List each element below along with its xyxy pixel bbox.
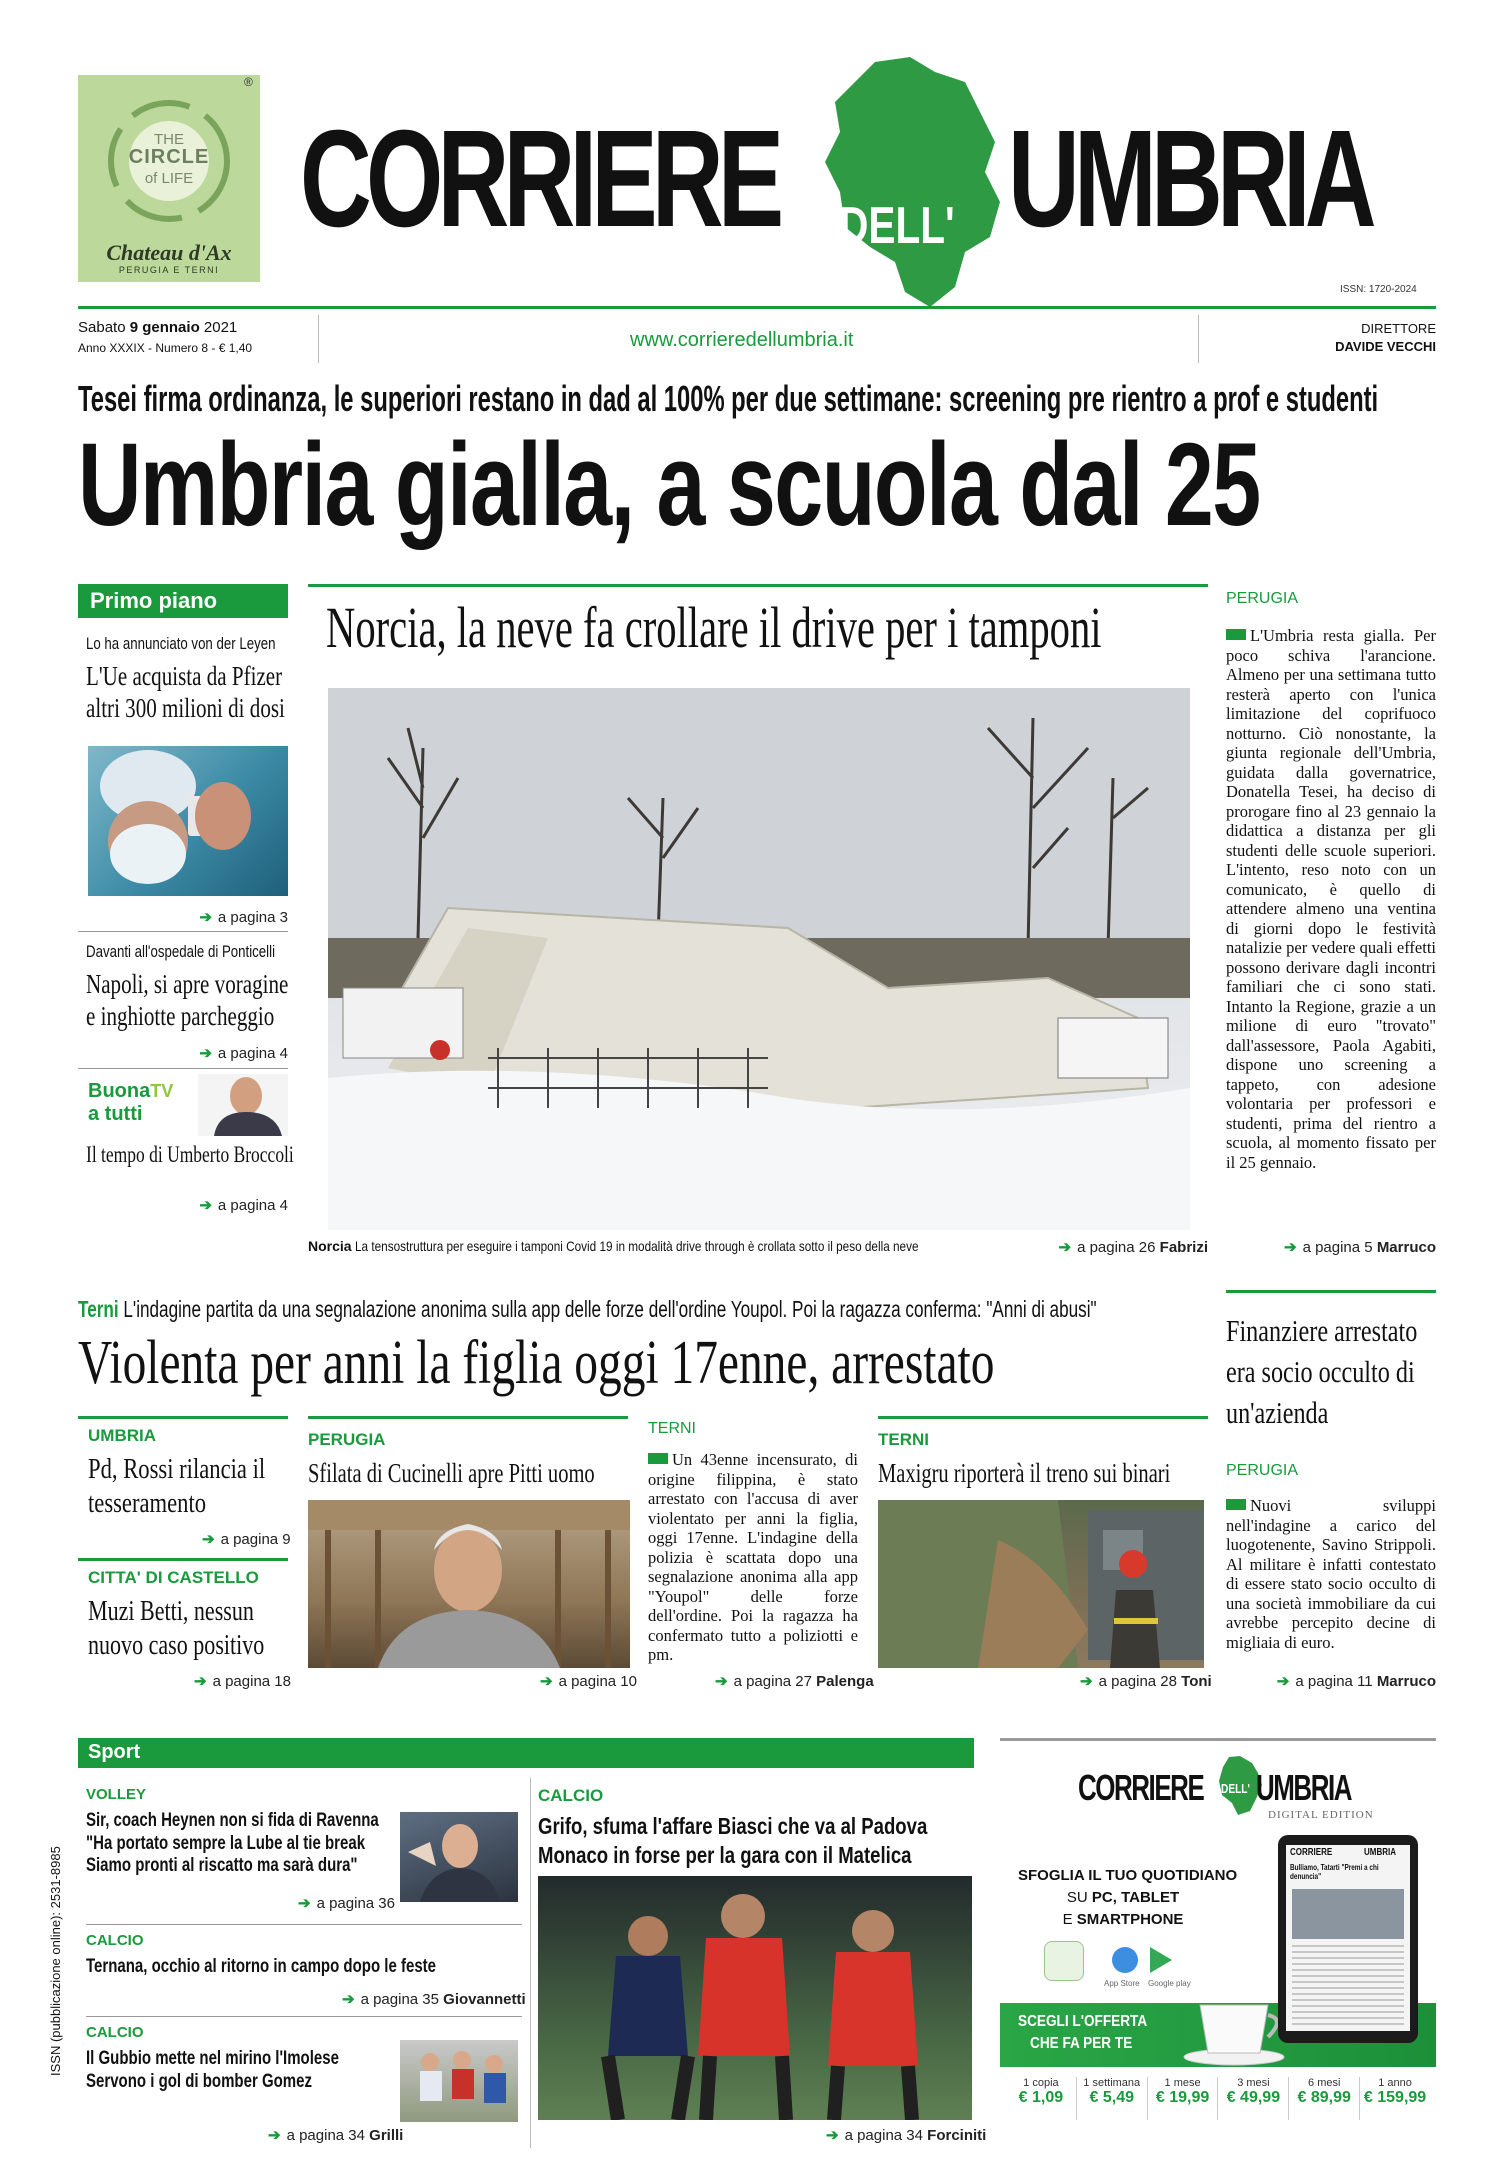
grifo-link-text: a pagina 34 — [844, 2127, 923, 2144]
finanziere-label: PERUGIA — [1226, 1462, 1299, 1479]
tablet-image — [1292, 1889, 1404, 1939]
buona-tv-logo — [88, 1080, 178, 1128]
norcia-caption — [308, 1238, 1188, 1254]
price-cell[interactable] — [1289, 2077, 1360, 2120]
arrow-right-icon: ➔ — [194, 1673, 207, 1690]
maxigru-link-text: a pagina 28 — [1098, 1673, 1177, 1690]
sport-issn-vertical: ISSN (pubblicazione online): 2531-8985 — [48, 1846, 63, 2076]
castello-box-link-text: a pagina 18 — [212, 1673, 291, 1690]
umbria-box-label: UMBRIA — [88, 1426, 156, 1445]
date-bold: 9 gennaio — [129, 319, 200, 336]
finanziere-link-text: a pagina 11 — [1295, 1673, 1373, 1690]
broccoli-portrait-icon — [198, 1074, 288, 1136]
buona-tv-tv: TV — [150, 1081, 174, 1101]
cucinelli-label: PERUGIA — [308, 1430, 386, 1449]
pp2-link[interactable] — [199, 1044, 288, 1062]
coach-heynen-icon — [400, 1812, 518, 1902]
price-value: € 49,99 — [1226, 2089, 1281, 2106]
norcia-link-author: Fabrizi — [1159, 1239, 1208, 1256]
lead-headline[interactable]: Umbria gialla, a scuola dal 25 — [78, 419, 1260, 551]
ternana-title[interactable]: Ternana, occhio al ritorno in campo dopo le feste — [86, 1956, 437, 1977]
primo-piano-label: Primo piano — [78, 584, 288, 618]
pp-sep-2 — [78, 1068, 288, 1069]
price-period: 6 mesi — [1308, 2077, 1341, 2089]
pp1-link-text: a pagina 3 — [217, 909, 288, 926]
pp3-link-text: a pagina 4 — [217, 1197, 288, 1214]
ad-line3: of LIFE — [144, 170, 194, 187]
train-firefighter-icon — [878, 1500, 1204, 1668]
pp3-title[interactable]: Il tempo di Umberto Broccoli — [86, 1142, 294, 1167]
cucinelli-link-text: a pagina 10 — [558, 1673, 637, 1690]
app-store-icon[interactable] — [1112, 1947, 1138, 1973]
arrow-right-icon: ➔ — [199, 1197, 212, 1214]
tablet-lines — [1292, 1945, 1404, 2025]
ad-line3-a: E — [1062, 1911, 1073, 1928]
offer-line2: CHE FA PER TE — [1030, 2035, 1133, 2052]
gubbio-photo — [400, 2040, 518, 2122]
volley-title[interactable]: Sir, coach Heynen non si fida di Ravenna "Ha portato sempre la Lube al tie break Siamo pronti al riscatto ma sarà dura" — [86, 1810, 379, 1876]
castello-rule — [78, 1558, 288, 1561]
arrow-right-icon: ➔ — [199, 1045, 212, 1062]
pp-sep-1 — [78, 931, 288, 932]
norcia-top-rule — [308, 584, 1208, 587]
arrow-right-icon: ➔ — [202, 1531, 215, 1548]
maxigru-link[interactable] — [1080, 1672, 1212, 1690]
ad-line2: CIRCLE — [128, 146, 210, 168]
dateline — [78, 315, 1436, 365]
google-play-label: Google play — [1148, 1979, 1191, 1988]
umbria-box-link[interactable] — [202, 1530, 291, 1548]
buona-tv-bottom: a tutti — [88, 1103, 143, 1125]
tablet-logo: CORRIERE — [1290, 1847, 1333, 1858]
dateline-divider-left — [318, 315, 319, 363]
cucinelli-title[interactable]: Sfilata di Cucinelli apre Pitti uomo — [308, 1458, 595, 1488]
google-play-icon[interactable] — [1150, 1947, 1172, 1973]
collapsed-tent-illustration — [328, 688, 1190, 1230]
volley-link[interactable] — [298, 1894, 395, 1912]
price-cell[interactable] — [1077, 2077, 1148, 2120]
terni-kicker-place: Terni — [78, 1296, 119, 1322]
ad-line2 — [1018, 1889, 1228, 1906]
sport-sep-2 — [86, 2016, 522, 2017]
pp2-kicker: Davanti all'ospedale di Ponticelli — [86, 942, 276, 961]
ad-line2-a: SU — [1066, 1889, 1088, 1906]
buona-tv-top: Buona — [88, 1080, 151, 1102]
primo-piano-column — [78, 578, 294, 1258]
cucinelli-link[interactable] — [540, 1672, 637, 1690]
ad-brand: Chateau d'Ax — [106, 240, 232, 265]
gubbio-label: CALCIO — [86, 2024, 144, 2041]
ad-logo-left: CORRIERE — [1078, 1767, 1204, 1808]
maxigru-title[interactable]: Maxigru riporterà il treno sui binari — [878, 1458, 1171, 1488]
perugia-right-link-text: a pagina 5 — [1302, 1239, 1373, 1256]
norcia-link-text: a pagina — [1077, 1239, 1135, 1256]
umbria-map-icon — [815, 52, 1015, 312]
price-value: € 89,99 — [1297, 2089, 1351, 2106]
tablet-mockup — [1278, 1835, 1418, 2043]
price-value: € 159,99 — [1363, 2089, 1427, 2106]
arrow-right-icon: ➔ — [268, 2127, 281, 2144]
sport-section-bar — [78, 1738, 974, 1768]
volley-link-text: a pagina 36 — [316, 1895, 395, 1912]
issue-info: Anno XXXIX - Numero 8 - € 1,40 — [78, 341, 253, 355]
offer-line1: SCEGLI L'OFFERTA — [1018, 2013, 1148, 2030]
grifo-football-action-icon — [538, 1876, 972, 2120]
arrow-right-icon: ➔ — [1283, 1239, 1297, 1256]
price-cell[interactable] — [1006, 2077, 1077, 2120]
maxigru-photo — [878, 1500, 1204, 1668]
gubbio-players-icon — [400, 2040, 518, 2122]
website-link[interactable]: www.corrieredellumbria.it — [630, 329, 854, 351]
perugia-right-link[interactable] — [1284, 1238, 1436, 1256]
arrow-right-icon: ➔ — [540, 1673, 553, 1690]
terni-mid-body: Un 43enne incensurato, di origine filippina, è stato arrestato con l'accusa di aver violentato per anni la figlia, oggi 17enne. L'indagine della polizia è scattata dopo una segnalazione anonima alla app "Youpol" delle forze dell'ordine. Poi la ragazza ha confermato tutto a poliziotti e pm. — [648, 1450, 858, 1664]
finanziere-text — [1226, 1496, 1436, 1652]
castello-box-title[interactable]: Muzi Betti, nessun nuovo caso positivo — [88, 1595, 265, 1661]
perugia-right-text — [1226, 626, 1436, 1172]
arrow-right-icon: ➔ — [715, 1673, 728, 1690]
app-icon-corriere[interactable] — [1044, 1941, 1084, 1981]
maxigru-author: Toni — [1181, 1673, 1212, 1690]
volley-photo — [400, 1812, 518, 1902]
masthead-title-left: CORRIERE — [300, 102, 779, 256]
ad-sub: PERUGIA E TERNI — [118, 265, 220, 275]
cucinelli-portrait-icon — [308, 1500, 630, 1668]
price-table — [1006, 2077, 1430, 2120]
issn: ISSN: 1720-2024 — [1340, 284, 1417, 295]
terni-mid-text — [648, 1450, 858, 1665]
cucinelli-photo — [308, 1500, 630, 1668]
chateau-dax-ad[interactable] — [78, 75, 260, 282]
digital-edition-ad[interactable] — [1000, 1738, 1436, 2120]
ad-edition: DIGITAL EDITION — [1268, 1809, 1374, 1821]
maxigru-label: TERNI — [878, 1430, 929, 1449]
arrow-right-icon: ➔ — [342, 1991, 355, 2008]
ad-line1: THE — [154, 131, 184, 148]
gubbio-author: Grilli — [369, 2127, 404, 2144]
lead-kicker: Tesei firma ordinanza, le superiori restano in dad al 100% per due settimane: screening pre rientro a prof e studenti — [78, 378, 1379, 419]
terni-mid-link-text: a pagina 27 — [733, 1673, 812, 1690]
gubbio-link-text: a pagina 34 — [286, 2127, 365, 2144]
bullet-square-icon — [1226, 1499, 1246, 1510]
norcia-caption-place: Norcia — [308, 1238, 352, 1254]
grifo-photo — [538, 1876, 972, 2120]
pp1-photo-vaccine — [88, 746, 288, 896]
arrow-right-icon: ➔ — [1276, 1673, 1290, 1690]
ternana-link-text: a pagina 35 — [360, 1991, 439, 2008]
grifo-title[interactable]: Grifo, sfuma l'affare Biasci che va al Padova Monaco in forse per la gara con il Matelica — [538, 1813, 928, 1868]
gubbio-title[interactable]: Il Gubbio mette nel mirino l'Imolese Servono i gol di bomber Gomez — [86, 2048, 339, 2092]
row3-rule-maxigru — [878, 1416, 1208, 1419]
bullet-square-icon — [1226, 629, 1246, 640]
row3-rule-cucinelli — [308, 1416, 628, 1419]
pp3-link[interactable] — [199, 1196, 288, 1214]
vaccine-person-icon — [88, 746, 288, 896]
price-period: 1 anno — [1378, 2077, 1412, 2089]
ad-line3 — [1018, 1911, 1228, 1928]
row3-rule-left — [78, 1416, 288, 1419]
price-value: € 1,09 — [1018, 2089, 1064, 2106]
sport-label: Sport — [88, 1741, 141, 1763]
terni-headline[interactable]: Violenta per anni la figlia oggi 17enne, arrestato — [78, 1329, 995, 1397]
masthead — [0, 0, 1500, 310]
ad-line1: SFOGLIA IL TUO QUOTIDIANO — [1018, 1867, 1238, 1884]
pp1-title[interactable]: L'Ue acquista da Pfizer altri 300 milioni di dosi — [86, 661, 285, 723]
ad-line2-b: PC, TABLET — [1091, 1889, 1180, 1906]
finanziere-author: Marruco — [1376, 1673, 1436, 1690]
perugia-right-author: Marruco — [1376, 1239, 1436, 1256]
terni-mid-author: Palenga — [816, 1673, 874, 1690]
app-store-label: App Store — [1104, 1979, 1140, 1988]
pp2-title[interactable]: Napoli, si apre voragine e inghiotte parcheggio — [86, 969, 289, 1031]
arrow-right-icon: ➔ — [199, 909, 212, 926]
norcia-photo — [328, 688, 1190, 1230]
finanziere-headline[interactable]: Finanziere arrestato era socio occulto di un'azienda — [1226, 1313, 1418, 1430]
pp2-link-text: a pagina 4 — [217, 1045, 288, 1062]
price-cell[interactable] — [1360, 2077, 1430, 2120]
date — [78, 319, 237, 336]
price-value: € 19,99 — [1155, 2089, 1210, 2106]
price-period: 1 mese — [1164, 2077, 1201, 2089]
tablet-headline: Bulliamo, Tatarti "Premi a chi denuncia" — [1290, 1863, 1379, 1881]
ad-registered: ® — [244, 75, 253, 89]
castello-box-link[interactable] — [194, 1672, 291, 1690]
norcia-link-page: 26 — [1138, 1239, 1156, 1256]
perugia-right-body: L'Umbria resta gialla. Per poco schiva l'arancione. Almeno per una settimana tutto resterà aperto con l'unica limitazione del coprifuoco notturno. Ciò nonostante, la giunta regionale dell'Umbria, guidata dalla governatrice, Donatella Tesei, ha deciso di prorogare fino al 23 gennaio la didattica a distanza per gli studenti delle scuole superiori. L'intento, reso noto con un comunicato, è quello di attendere almeno una ventina di giorni dopo le festività natalizie per vedere quali effetti possono derivare dagli incontri familiari che ci sono stati. Intanto la Regione, grazie a un milione di euro "trovato" dall'assessore, Paola Agabiti, dispone uno screening a tappeto, con adesione volontaria per professori e studenti, prima del rientro a scuola, al momento fissato per il 25 gennaio. — [1226, 626, 1436, 1172]
castello-box-label: CITTA' DI CASTELLO — [88, 1568, 259, 1587]
grifo-author: Forciniti — [927, 2127, 987, 2144]
masthead-title-right: UMBRIA — [1008, 102, 1371, 256]
price-period: 3 mesi — [1237, 2077, 1270, 2089]
masthead-title-dell: DELL' — [839, 197, 955, 255]
price-period: 1 settimana — [1083, 2077, 1141, 2089]
ternana-author: Giovannetti — [443, 1991, 526, 2008]
pp1-link[interactable] — [199, 908, 288, 926]
ad-logo-right: UMBRIA — [1256, 1767, 1352, 1808]
finanziere-body: Nuovi sviluppi nell'indagine a carico del luogotenente, Savino Strippoli. Al militare è infatti contestato di essere stato socio occulto di una società immobiliare da cui avrebbe percepito decine di migliaia di euro. — [1226, 1496, 1436, 1652]
bullet-square-icon — [648, 1453, 668, 1464]
grifo-label: CALCIO — [538, 1786, 604, 1805]
finanziere-top-rule — [1226, 1290, 1436, 1293]
norcia-caption-text: La tensostruttura per eseguire i tamponi Covid 19 in modalità drive through è crollata sotto il peso della neve — [355, 1238, 919, 1254]
terni-mid-link[interactable] — [715, 1672, 874, 1690]
dateline-top-rule — [78, 306, 1436, 309]
gubbio-link[interactable] — [268, 2126, 403, 2144]
price-value: € 5,49 — [1089, 2089, 1134, 2106]
arrow-right-icon: ➔ — [298, 1895, 311, 1912]
umbria-box-title[interactable]: Pd, Rossi rilancia il tesseramento — [88, 1453, 266, 1519]
price-cell[interactable] — [1218, 2077, 1289, 2120]
ad-line3-b: SMARTPHONE — [1076, 1911, 1184, 1928]
sport-divider — [530, 1778, 531, 2148]
coffee-cup-icon — [1182, 1997, 1292, 2067]
norcia-headline[interactable]: Norcia, la neve fa crollare il drive per i tamponi — [326, 595, 1102, 660]
grifo-link[interactable] — [826, 2126, 986, 2144]
price-cell[interactable] — [1148, 2077, 1219, 2120]
finanziere-link[interactable] — [1277, 1672, 1436, 1690]
ternana-label: CALCIO — [86, 1932, 144, 1949]
date-year: 2021 — [203, 319, 238, 336]
arrow-right-icon: ➔ — [826, 2127, 839, 2144]
date-prefix: Sabato — [78, 319, 126, 336]
arrow-right-icon: ➔ — [1080, 1673, 1093, 1690]
terni-mid-label: TERNI — [648, 1420, 696, 1437]
sport-sep-1 — [86, 1924, 522, 1925]
ternana-link[interactable] — [342, 1990, 526, 2008]
terni-kicker-text: L'indagine partita da una segnalazione anonima sulla app delle forze dell'ordine Youpol. Poi la ragazza conferma: "Anni di abusi" — [123, 1296, 1097, 1322]
ad-logo-dell: DELL' — [1221, 1781, 1250, 1796]
volley-label: VOLLEY — [86, 1786, 147, 1803]
pp1-kicker: Lo ha annunciato von der Leyen — [86, 634, 276, 653]
dateline-divider-right — [1198, 315, 1199, 363]
director-label: DIRETTORE — [1361, 321, 1436, 336]
perugia-right-label: PERUGIA — [1226, 590, 1299, 607]
director-name: DAVIDE VECCHI — [1335, 339, 1436, 354]
tablet-screen — [1286, 1845, 1410, 2031]
umbria-box-link-text: a pagina 9 — [220, 1531, 291, 1548]
terni-kicker — [78, 1296, 1097, 1323]
price-period: 1 copia — [1023, 2077, 1059, 2089]
arrow-right-icon: ➔ — [1058, 1239, 1072, 1256]
norcia-link[interactable] — [1058, 1238, 1208, 1256]
tablet-logo-right: UMBRIA — [1364, 1847, 1396, 1858]
